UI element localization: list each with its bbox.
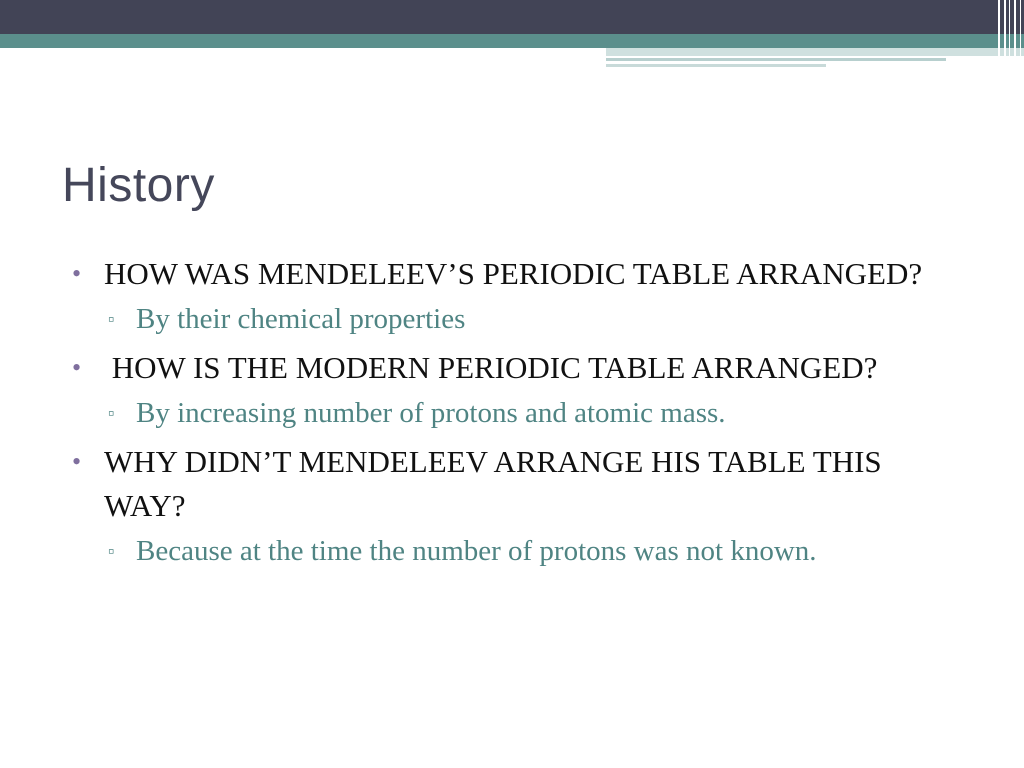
sub-bullet-text: By their chemical properties: [136, 303, 466, 335]
sub-bullet-text: By increasing number of protons and atomic mass.: [136, 397, 726, 429]
header-accent-line: [606, 58, 946, 61]
header-band-teal: [0, 34, 1024, 48]
header-accent-line: [606, 64, 826, 67]
header-band-pale: [606, 48, 1024, 56]
bullet-dot-icon: •: [72, 353, 82, 382]
sub-bullet-item: [72, 530, 932, 572]
sub-bullet-item: [72, 298, 932, 340]
bullet-item: [72, 440, 932, 528]
bullet-item: [72, 346, 932, 390]
bullet-text: HOW WAS MENDELEEV’S PERIODIC TABLE ARRANGED?: [104, 256, 923, 291]
bullet-text: WHY DIDN’T MENDELEEV ARRANGE HIS TABLE THIS WAY?: [104, 444, 882, 523]
slide-content: [72, 252, 932, 578]
bullet-dot-icon: •: [72, 447, 82, 476]
bullet-item: [72, 252, 932, 296]
bullet-dot-icon: •: [72, 259, 82, 288]
header-stripes: [994, 0, 1024, 68]
square-bullet-icon: ▫: [108, 541, 115, 561]
sub-bullet-text: Because at the time the number of protons was not known.: [136, 535, 817, 567]
header-band-dark: [0, 0, 1024, 34]
slide-title: History: [62, 159, 215, 212]
square-bullet-icon: ▫: [108, 403, 115, 423]
sub-bullet-item: [72, 392, 932, 434]
square-bullet-icon: ▫: [108, 309, 115, 329]
bullet-text: HOW IS THE MODERN PERIODIC TABLE ARRANGED?: [104, 350, 878, 385]
